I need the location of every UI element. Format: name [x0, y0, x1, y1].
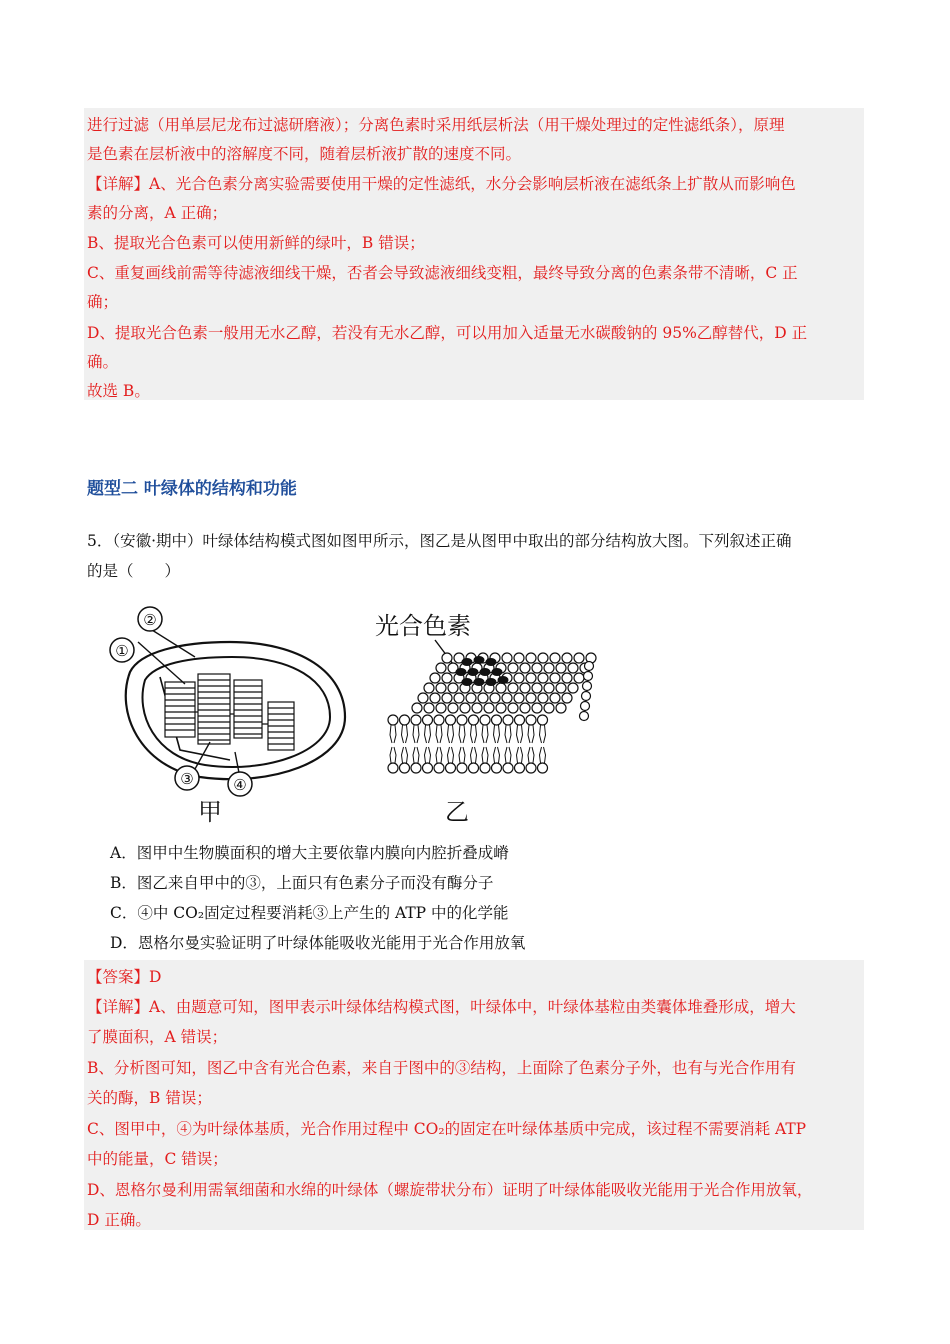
- label-jia: 甲: [198, 798, 222, 826]
- lipid-head: [466, 693, 476, 703]
- option-c: C．④中 CO₂固定过程要消耗③上产生的 ATP 中的化学能: [110, 904, 509, 922]
- lipid-head: [442, 693, 452, 703]
- label-3: ③: [180, 770, 194, 788]
- lipid-head: [446, 715, 456, 725]
- lipid-head: [515, 763, 525, 773]
- lipid-head: [526, 763, 536, 773]
- lipid-head: [508, 703, 518, 713]
- answer-line: 【详解】A、由题意可知，图甲表示叶绿体结构模式图，叶绿体中，叶绿体基粒由类囊体堆叠形成，增大: [87, 998, 796, 1016]
- lipid-head: [492, 715, 502, 725]
- lipid-head: [508, 683, 518, 693]
- lipid-head: [584, 672, 593, 681]
- lipid-head: [526, 653, 536, 663]
- option-a: A．图甲中生物膜面积的增大主要依靠内膜向内腔折叠成嵴: [110, 844, 509, 862]
- explanation-line: C、重复画线前需等待滤液细线干燥，否者会导致滤液细线变粗，最终导致分离的色素条带不清晰，C 正: [87, 264, 798, 282]
- lipid-head: [457, 763, 467, 773]
- lipid-head: [582, 692, 591, 701]
- lipid-head: [388, 763, 398, 773]
- lipid-head: [400, 715, 410, 725]
- lipid-head: [502, 693, 512, 703]
- lipid-head: [520, 703, 530, 713]
- lipid-head: [424, 683, 434, 693]
- lipid-head: [550, 693, 560, 703]
- lipid-head: [574, 653, 584, 663]
- lipid-head: [585, 662, 594, 671]
- lipid-head: [412, 703, 422, 713]
- lipid-head: [434, 763, 444, 773]
- lipid-head: [515, 715, 525, 725]
- explanation-line: D、提取光合色素一般用无水乙醇，若没有无水乙醇，可以用加入适量无水碳酸钠的 95%乙醇替代，D 正: [87, 324, 808, 342]
- lipid-head: [520, 663, 530, 673]
- lipid-head: [514, 673, 524, 683]
- label-yi: 乙: [445, 798, 469, 826]
- lipid-head: [581, 702, 590, 711]
- pigment-molecule: [456, 668, 467, 676]
- answer-line: B、分析图可知，图乙中含有光合色素，来自于图中的③结构，上面除了色素分子外，也有与光合作用有: [87, 1059, 796, 1077]
- lipid-head: [538, 693, 548, 703]
- answer-line: D 正确。: [87, 1211, 151, 1229]
- lipid-head: [436, 683, 446, 693]
- chloroplast-figure-jia: [100, 602, 355, 827]
- lipid-head: [532, 683, 542, 693]
- lipid-head: [388, 715, 398, 725]
- answer-line: D、恩格尔曼利用需氧细菌和水绵的叶绿体（螺旋带状分布）证明了叶绿体能吸收光能用于光合作用放氧，: [87, 1181, 813, 1199]
- lipid-head: [514, 653, 524, 663]
- membrane-figure-yi: [375, 602, 605, 827]
- lipid-head: [496, 703, 506, 713]
- lipid-head: [556, 683, 566, 693]
- lipid-head: [469, 715, 479, 725]
- lipid-head: [556, 663, 566, 673]
- lipid-head: [544, 703, 554, 713]
- lipid-head: [562, 693, 572, 703]
- lipid-head: [532, 663, 542, 673]
- pigment-molecule: [474, 656, 485, 664]
- lipid-head: [503, 715, 513, 725]
- lipid-head: [538, 653, 548, 663]
- option-b: B．图乙来自甲中的③，上面只有色素分子而没有酶分子: [110, 874, 494, 892]
- lipid-head: [457, 715, 467, 725]
- pigment-molecule: [462, 678, 473, 686]
- option-d: D．恩格尔曼实验证明了叶绿体能吸收光能用于光合作用放氧: [110, 934, 526, 952]
- lipid-head: [460, 703, 470, 713]
- lipid-head: [448, 703, 458, 713]
- pigment-molecule: [486, 678, 497, 686]
- lipid-head: [496, 683, 506, 693]
- explanation-line: 确。: [87, 353, 119, 371]
- lipid-head: [418, 693, 428, 703]
- pigment-label: 光合色素: [375, 612, 471, 640]
- lipid-head: [526, 693, 536, 703]
- lipid-head: [411, 763, 421, 773]
- lipid-head: [430, 673, 440, 683]
- pigment-molecule: [492, 668, 503, 676]
- lipid-head: [472, 703, 482, 713]
- lipid-head: [400, 763, 410, 773]
- lipid-head: [550, 653, 560, 663]
- section-heading: 题型二 叶绿体的结构和功能: [87, 479, 297, 499]
- lipid-head: [446, 763, 456, 773]
- lipid-head: [520, 683, 530, 693]
- question-stem: 的是（ ）: [87, 562, 181, 580]
- lipid-head: [508, 663, 518, 673]
- answer-line: 关的酶，B 错误；: [87, 1089, 212, 1107]
- lipid-head: [442, 673, 452, 683]
- lipid-head: [556, 703, 566, 713]
- lipid-head: [434, 715, 444, 725]
- lipid-head: [503, 763, 513, 773]
- lipid-head: [544, 663, 554, 673]
- lipid-head: [480, 715, 490, 725]
- pigment-molecule: [462, 658, 473, 666]
- lipid-head: [424, 703, 434, 713]
- lipid-head: [532, 703, 542, 713]
- lipid-head: [574, 673, 584, 683]
- lipid-head: [484, 703, 494, 713]
- lipid-head: [436, 703, 446, 713]
- lipid-head: [478, 693, 488, 703]
- lipid-head: [436, 663, 446, 673]
- explanation-line: 确；: [87, 293, 119, 311]
- label-2: ②: [143, 611, 157, 629]
- lipid-head: [538, 715, 548, 725]
- explanation-line: 【详解】A、光合色素分离实验需要使用干燥的定性滤纸，水分会影响层析液在滤纸条上扩散从而影响色: [87, 175, 796, 193]
- pigment-molecule: [474, 678, 485, 686]
- lipid-head: [568, 663, 578, 673]
- label-4: ④: [233, 776, 247, 794]
- lipid-head: [562, 673, 572, 683]
- explanation-line: 素的分离，A 正确；: [87, 204, 228, 222]
- pigment-molecule: [480, 668, 491, 676]
- lipid-head: [562, 653, 572, 663]
- question-stem: 5．（安徽·期中）叶绿体结构模式图如图甲所示，图乙是从图甲中取出的部分结构放大图。下列叙述正确: [87, 532, 792, 550]
- lipid-tails: [390, 725, 546, 763]
- lipid-head: [580, 712, 589, 721]
- answer-line: C、图甲中，④为叶绿体基质，光合作用过程中 CO₂的固定在叶绿体基质中完成，该过程不需要消耗 ATP: [87, 1120, 807, 1138]
- answer-line: 了膜面积，A 错误；: [87, 1028, 228, 1046]
- pigment-molecule: [468, 668, 479, 676]
- lipid-head: [583, 682, 592, 691]
- explanation-line: 是色素在层析液中的溶解度不同，随着层析液扩散的速度不同。: [87, 145, 522, 163]
- lipid-head: [423, 715, 433, 725]
- pigment-molecule: [486, 658, 497, 666]
- pigment-molecule: [498, 676, 509, 684]
- lipid-head: [514, 693, 524, 703]
- lipid-head: [538, 673, 548, 683]
- lipid-head: [544, 683, 554, 693]
- lipid-head: [454, 693, 464, 703]
- lipid-head: [480, 763, 490, 773]
- explanation-line: B、提取光合色素可以使用新鲜的绿叶，B 错误；: [87, 234, 425, 252]
- lipid-head: [423, 763, 433, 773]
- answer-line: 【答案】D: [87, 968, 162, 986]
- lipid-head: [568, 683, 578, 693]
- lipid-head: [430, 693, 440, 703]
- lipid-head: [492, 763, 502, 773]
- lipid-head: [411, 715, 421, 725]
- explanation-line: 进行过滤（用单层尼龙布过滤研磨液）；分离色素时采用纸层析法（用干燥处理过的定性滤纸条），原理: [87, 116, 785, 134]
- lipid-head: [526, 673, 536, 683]
- lipid-head: [442, 653, 452, 663]
- lipid-head: [526, 715, 536, 725]
- answer-line: 中的能量，C 错误；: [87, 1150, 228, 1168]
- lipid-head: [469, 763, 479, 773]
- lipid-head: [490, 693, 500, 703]
- lipid-head: [502, 653, 512, 663]
- lipid-head: [448, 683, 458, 693]
- explanation-line: 故选 B。: [87, 382, 150, 400]
- lipid-head: [538, 763, 548, 773]
- lipid-head: [550, 673, 560, 683]
- label-1: ①: [115, 642, 129, 660]
